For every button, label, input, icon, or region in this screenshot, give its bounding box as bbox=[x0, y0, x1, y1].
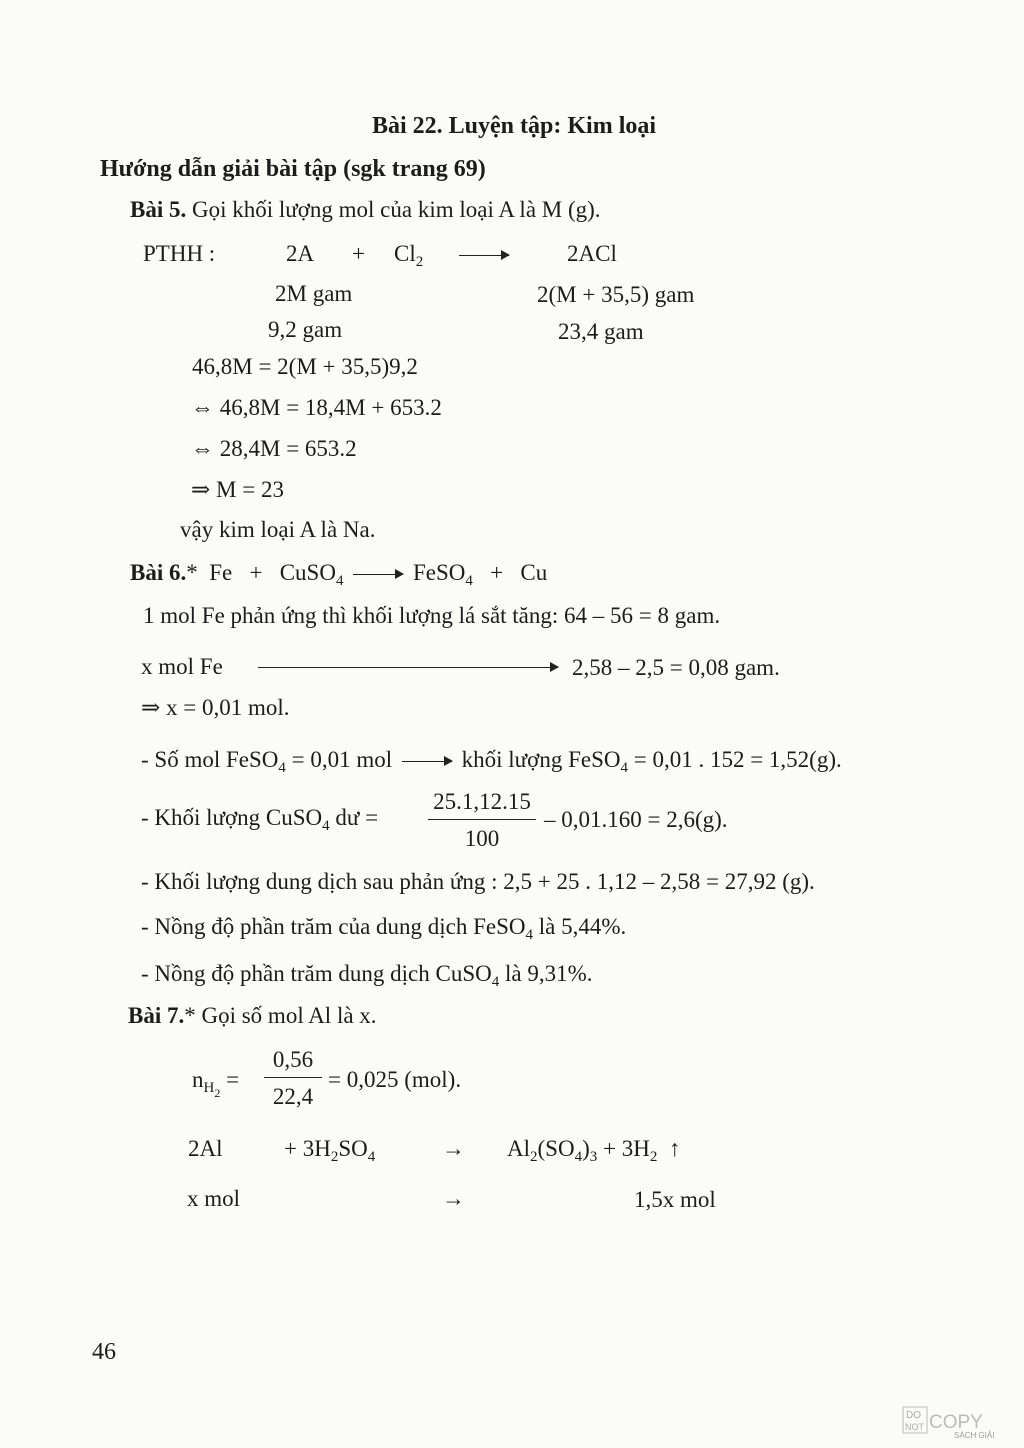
bai6-cuso-sub: 4 bbox=[335, 573, 344, 589]
bai7-r-h2so4 bbox=[284, 1136, 376, 1165]
eq-acl: 2ACl bbox=[567, 241, 617, 266]
bai6-frac-den: 100 bbox=[464, 826, 500, 851]
bai6-line2-right: 2,58 – 2,5 = 0,08 gam. bbox=[572, 655, 780, 680]
bai6-equation bbox=[130, 560, 548, 589]
bai7-r-al-sub: 2 bbox=[530, 1149, 538, 1165]
bai6-line7-sub: 4 bbox=[525, 927, 534, 943]
pthh-label: PTHH : bbox=[143, 241, 216, 266]
bai7-n-sub: H2 bbox=[203, 1080, 221, 1100]
bai6-line5-c: – 0,01.160 = 2,6(g). bbox=[544, 807, 728, 832]
bai7-h-sub: 2 bbox=[214, 1086, 221, 1100]
bai7-label: Bài 7. bbox=[128, 1003, 185, 1028]
bai6-line4-sub1: 4 bbox=[278, 760, 286, 776]
bai6-fe: Fe bbox=[209, 560, 233, 585]
eq-arrow bbox=[455, 242, 513, 265]
bai7-r-so-sub: 4 bbox=[367, 1149, 376, 1165]
bai7-r-plus: + 3H bbox=[284, 1136, 331, 1161]
bai7-r-h2: + 3H bbox=[597, 1136, 650, 1161]
bai6-line6: - Khối lượng dung dịch sau phản ứng : 2,5 + 25 . 1,12 – 2,58 = 27,92 (g). bbox=[141, 869, 815, 894]
bai7-frac-den: 22,4 bbox=[272, 1084, 314, 1109]
bai6-line4-c: khối lượng FeSO bbox=[461, 747, 621, 772]
bai7-r-arrow2: → bbox=[442, 1186, 465, 1211]
bai6-line4-d: = 0,01 . 152 = 1,52(g). bbox=[627, 747, 842, 772]
bai7-r-so: SO bbox=[338, 1136, 368, 1161]
bai5-step2: ⇔ 46,8M = 18,4M + 653.2 bbox=[191, 395, 442, 420]
bai7-intro: Gọi số mol Al là x. bbox=[201, 1003, 377, 1028]
bai6-line5-left bbox=[141, 805, 379, 834]
svg-text:COPY: COPY bbox=[929, 1412, 983, 1433]
bai6-line2-arrow bbox=[258, 667, 558, 668]
bai6-line3: ⇒ x = 0,01 mol. bbox=[141, 695, 290, 720]
svg-text:NOT: NOT bbox=[905, 1422, 924, 1432]
bai7-star: * bbox=[184, 1003, 196, 1028]
bai7-result: = 0,025 (mol). bbox=[328, 1067, 462, 1092]
watermark-logo bbox=[902, 1404, 1006, 1440]
bai7-r-h-sub: 2 bbox=[330, 1149, 339, 1165]
mass-acl: 2(M + 35,5) gam bbox=[537, 282, 695, 307]
bai7-intro-line bbox=[128, 1004, 377, 1027]
bai5-conclusion: vậy kim loại A là Na. bbox=[180, 517, 376, 542]
bai6-label: Bài 6. bbox=[130, 560, 187, 585]
bai7-r-so4-open: (SO bbox=[537, 1136, 575, 1161]
eq-cl-sub: 2 bbox=[415, 254, 424, 270]
bai6-plus2: + bbox=[490, 560, 504, 585]
bai7-n: n bbox=[192, 1067, 204, 1092]
page-number: 46 bbox=[92, 1339, 116, 1365]
bai6-line5-b: dư = bbox=[329, 805, 379, 830]
bai7-r-product bbox=[507, 1136, 681, 1165]
eq-cl: Cl bbox=[394, 241, 416, 266]
given-acl: 23,4 gam bbox=[558, 319, 644, 344]
bai6-line4-sub2: 4 bbox=[620, 760, 628, 776]
bai6-line4-b: = 0,01 mol bbox=[285, 747, 393, 772]
bai7-fraction bbox=[264, 1047, 322, 1110]
bai7-r-h2-sub: 2 bbox=[649, 1149, 658, 1165]
bai5-step1: 46,8M = 2(M + 35,5)9,2 bbox=[192, 354, 418, 379]
bai7-r-al: 2Al bbox=[188, 1136, 223, 1161]
bai6-line8-b: dung dịch CuSO bbox=[338, 961, 492, 986]
bai6-line4-arrow bbox=[402, 761, 452, 762]
bai5-intro: Gọi khối lượng mol của kim loại A là M (g). bbox=[191, 197, 601, 222]
bai7-r-sub3: 3 bbox=[589, 1149, 598, 1165]
bai5-step4: ⇒ M = 23 bbox=[191, 477, 284, 502]
eq-cl2 bbox=[394, 241, 424, 270]
bai7-r-up-arrow: ↑ bbox=[668, 1136, 681, 1161]
bai6-line8 bbox=[141, 961, 593, 990]
section-heading: Hướng dẫn giải bài tập (sgk trang 69) bbox=[100, 156, 486, 182]
bai5-step3: ⇔ 28,4M = 653.2 bbox=[191, 436, 357, 461]
bai6-feso-sub: 4 bbox=[465, 573, 473, 589]
bai6-fraction bbox=[428, 789, 536, 852]
bai6-line5-sub: 4 bbox=[322, 818, 330, 834]
bai6-line4 bbox=[141, 747, 842, 776]
bai5-intro-line bbox=[130, 198, 601, 221]
eq-plus: + bbox=[352, 241, 365, 266]
bai6-plus1: + bbox=[249, 560, 263, 585]
eq-a: 2A bbox=[286, 241, 315, 266]
bai6-cuso: CuSO bbox=[279, 560, 336, 585]
bai6-feso: FeSO bbox=[412, 560, 466, 585]
bai7-frac-num: 0,56 bbox=[264, 1047, 322, 1078]
bai5-label: Bài 5. bbox=[130, 197, 187, 222]
bai7-r-close: ) bbox=[582, 1136, 590, 1161]
bai7-y-mol: 1,5x mol bbox=[634, 1187, 716, 1212]
page-title: Bài 22. Luyện tập: Kim loại bbox=[372, 113, 657, 139]
bai7-x-mol: x mol bbox=[187, 1186, 241, 1211]
given-a: 9,2 gam bbox=[268, 317, 343, 342]
svg-text:SÁCH GIẢI: SÁCH GIẢI bbox=[954, 1431, 995, 1440]
bai6-line2-left: x mol Fe bbox=[141, 654, 223, 679]
bai6-line5-a: - Khối lượng CuSO bbox=[141, 805, 323, 830]
bai7-r-arrow1: → bbox=[442, 1136, 465, 1161]
bai6-line8-c: là 9,31%. bbox=[499, 961, 593, 986]
svg-text:DO: DO bbox=[906, 1410, 921, 1421]
bai6-line8-a: - Nồng độ phần trăm bbox=[141, 961, 339, 986]
bai6-line7 bbox=[141, 914, 627, 943]
bai6-line1: 1 mol Fe phản ứng thì khối lượng lá sắt tăng: 64 – 56 = 8 gam. bbox=[143, 603, 721, 628]
bai6-frac-num: 25.1,12.15 bbox=[428, 789, 536, 820]
bai6-line7-b: là 5,44%. bbox=[533, 914, 627, 939]
bai6-line8-sub: 4 bbox=[491, 974, 500, 990]
bai6-arrow bbox=[353, 574, 403, 575]
bai7-nh2 bbox=[192, 1067, 240, 1100]
bai7-r-so4-sub: 4 bbox=[574, 1149, 583, 1165]
mass-a: 2M gam bbox=[275, 281, 353, 306]
bai6-line4-a: - Số mol FeSO bbox=[141, 747, 279, 772]
bai7-r-al2: Al bbox=[507, 1136, 530, 1161]
bai6-star: * bbox=[186, 560, 198, 585]
bai7-eq: = bbox=[226, 1067, 240, 1092]
bai6-line7-a: - Nồng độ phần trăm của dung dịch FeSO bbox=[141, 914, 526, 939]
bai6-cu: Cu bbox=[520, 560, 548, 585]
